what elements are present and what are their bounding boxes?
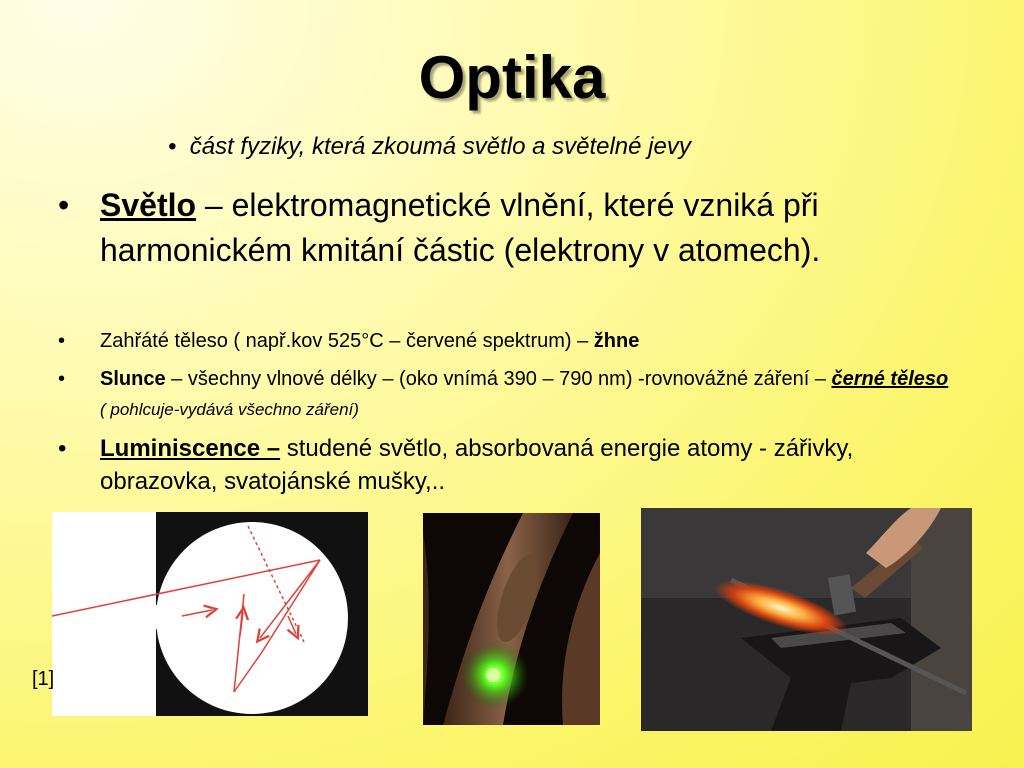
text-svetlo: – elektromagnetické vlnění, které vzniká při harmonickém kmitání částic (elektrony v atomech).	[100, 187, 821, 268]
slide-subtitle: • část fyziky, která zkoumá světlo a světelné jevy	[168, 133, 691, 160]
term-luminiscence: Luminiscence –	[100, 435, 281, 462]
red-hot-metal-on-anvil-photo	[641, 508, 972, 731]
bullet-marker: •	[58, 330, 66, 352]
term-slunce: Slunce	[100, 368, 166, 390]
bullet-marker: •	[58, 435, 67, 462]
text-teleso: Zahřáté těleso ( např.kov 525°C – červené spektrum) –	[100, 330, 594, 352]
text-slunce: – všechny vlnové délky – (oko vnímá 390 – 790 nm) -rovnovážné záření –	[165, 368, 832, 390]
emph-cerne-teleso: černé těleso	[831, 368, 949, 390]
note-slunce: ( pohlcuje-vydává všechno záření)	[100, 400, 359, 419]
subtitle-text: část fyziky, která zkoumá světlo a světelné jevy	[189, 133, 691, 160]
emph-zhne: žhne	[593, 330, 640, 352]
black-body-cavity-diagram	[52, 512, 368, 716]
slide-title: Optika	[418, 44, 606, 111]
term-svetlo: Světlo	[100, 187, 197, 223]
text-luminiscence: studené světlo, absorbovaná energie atomy - zářivky, obrazovka, svatojánské mušky,..	[100, 435, 854, 495]
bullet-marker: •	[58, 368, 66, 390]
reference-label: [1]	[32, 668, 55, 690]
bullet-marker: •	[58, 187, 70, 223]
glowing-firefly-photo	[423, 513, 600, 725]
